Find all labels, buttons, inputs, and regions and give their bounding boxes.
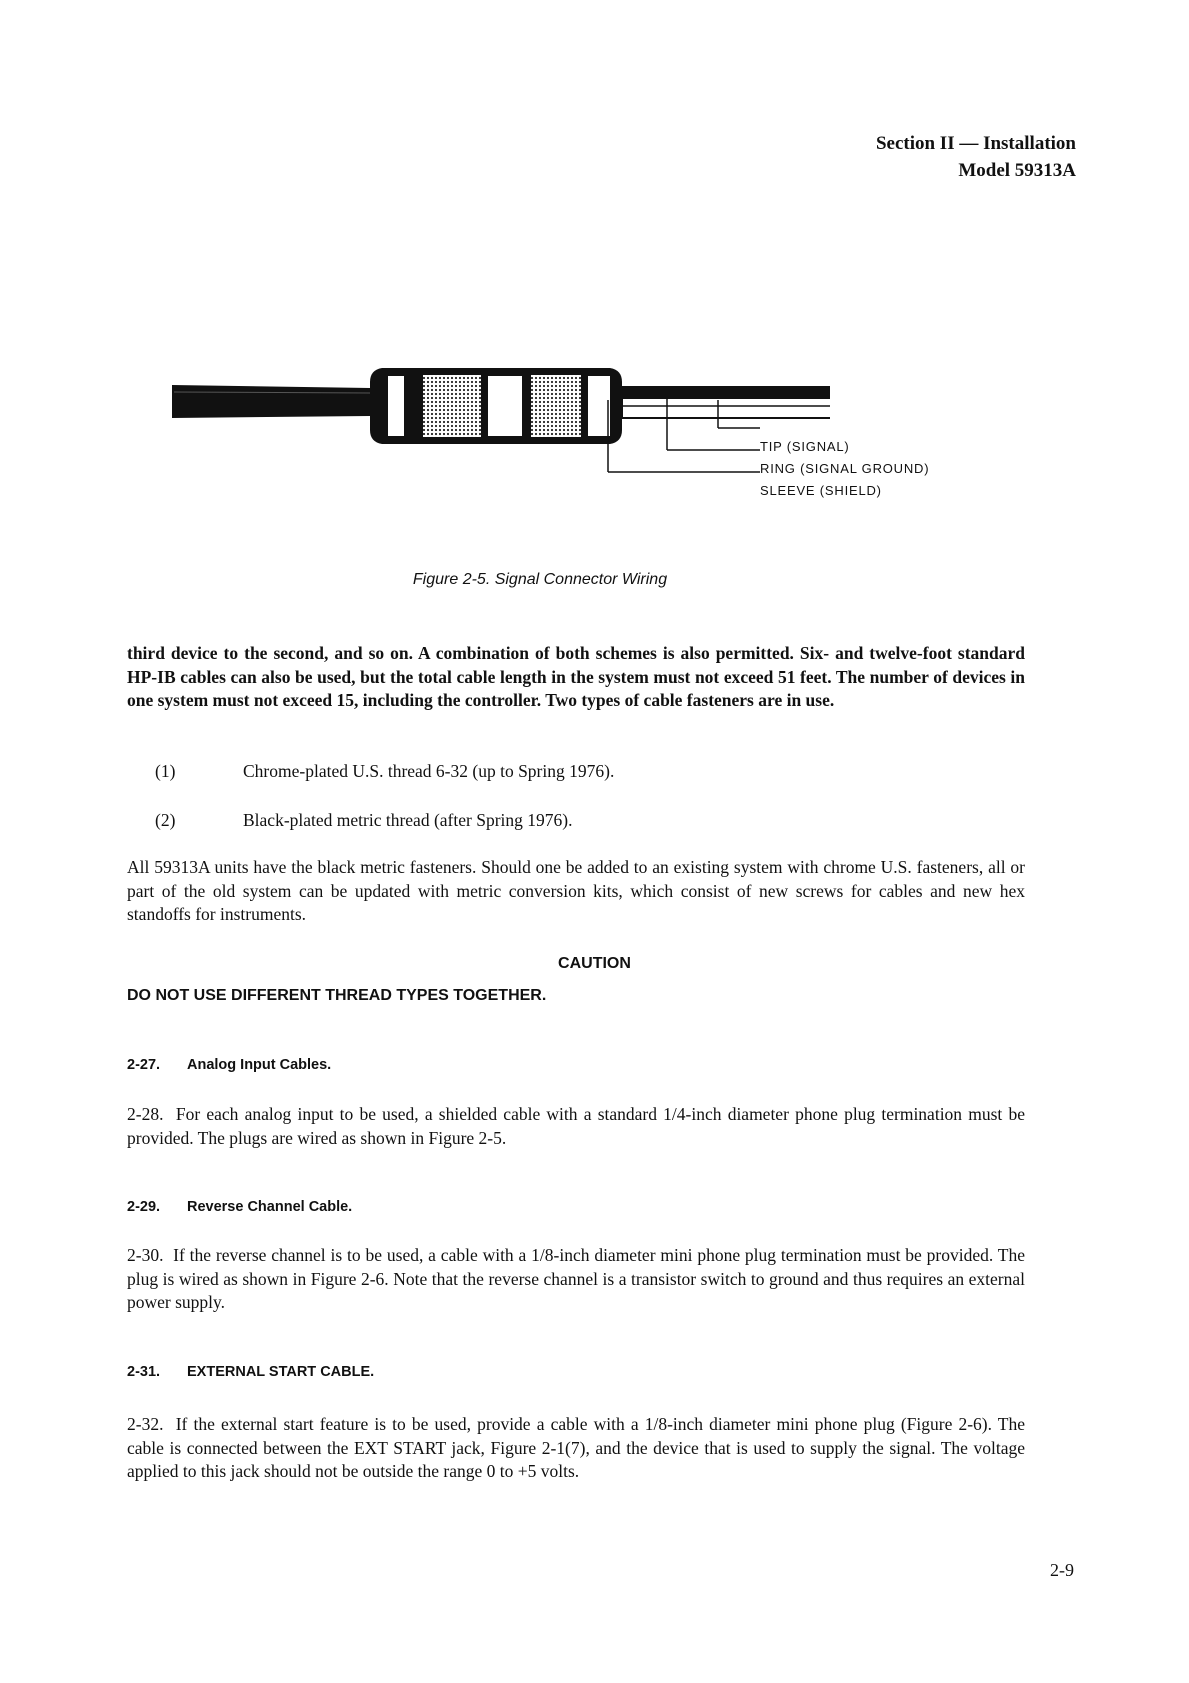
section-title: Reverse Channel Cable. <box>187 1199 353 1215</box>
paragraph-number: 2-28. <box>127 1104 164 1124</box>
list-item-number: (2) <box>155 810 176 830</box>
section-number: 2-31. <box>127 1364 161 1380</box>
intro-paragraph: third device to the second, and so on. A combination of both schemes is also permitted. Six- and twelve-foot standard HP-IB cables can also be used, but the total cable length in the system must not exceed 51 feet. The number of devices in one system must not exceed 15, including the controller. Two types of cable fasteners are in use. <box>127 643 1025 710</box>
phone-plug-illustration <box>170 360 830 520</box>
list-item-text: Black-plated metric thread (after Spring 1976). <box>243 810 573 830</box>
section-heading <box>127 1199 352 1215</box>
section-title: Analog Input Cables. <box>187 1057 332 1073</box>
cable-shape <box>172 385 370 418</box>
list-item <box>155 760 614 783</box>
section-header: Section II — Installation <box>875 133 1076 154</box>
list-item-text: Chrome-plated U.S. thread 6-32 (up to Spring 1976). <box>243 761 615 781</box>
paragraph-text: If the reverse channel is to be used, a cable with a 1/8-inch diameter mini phone plug termination must be provided. The plug is wired as shown in Figure 2-6. Note that the reverse channel is a transistor switch to ground and thus requires an external power supply. <box>127 1245 1025 1312</box>
paragraph-number: 2-30. <box>127 1245 164 1265</box>
section-number: 2-29. <box>127 1199 161 1215</box>
sleeve-callout: SLEEVE (SHIELD) <box>760 483 882 498</box>
paragraph-text: If the external start feature is to be used, provide a cable with a 1/8-inch diameter mini phone plug (Figure 2-6). The cable is connected between the EXT START jack, Figure 2-1(7), and the device that is used to supply the signal. The voltage applied to this jack should not be outside the range 0 to +5 volts. <box>127 1414 1025 1481</box>
ring-callout: RING (SIGNAL GROUND) <box>760 461 930 476</box>
figure-caption: Figure 2-5. Signal Connector Wiring <box>412 571 668 588</box>
list-item-number: (1) <box>155 761 176 781</box>
fasteners-paragraph: All 59313A units have the black metric fasteners. Should one be added to an existing system with chrome U.S. fasteners, all or part of the old system can be updated with metric conversion kits, which consist of new screws for cables and new hex standoffs for instruments. <box>127 857 1025 924</box>
section-heading <box>127 1057 331 1073</box>
model-header: Model 59313A <box>958 160 1076 181</box>
section-title: EXTERNAL START CABLE. <box>187 1364 375 1380</box>
section-paragraph <box>127 1244 1025 1315</box>
paragraph-number: 2-32. <box>127 1414 164 1434</box>
section-paragraph <box>127 1413 1025 1484</box>
page-number: 2-9 <box>1050 1560 1074 1580</box>
tip-callout: TIP (SIGNAL) <box>760 439 850 454</box>
paragraph-text: For each analog input to be used, a shielded cable with a standard 1/4-inch diameter phone plug termination must be provided. The plugs are wired as shown in Figure 2-5. <box>127 1104 1026 1148</box>
list-item <box>155 809 572 832</box>
caution-title: CAUTION <box>558 955 631 972</box>
section-number: 2-27. <box>127 1057 161 1073</box>
section-paragraph <box>127 1103 1025 1150</box>
section-heading <box>127 1364 374 1380</box>
caution-text: DO NOT USE DIFFERENT THREAD TYPES TOGETHER. <box>127 987 547 1004</box>
